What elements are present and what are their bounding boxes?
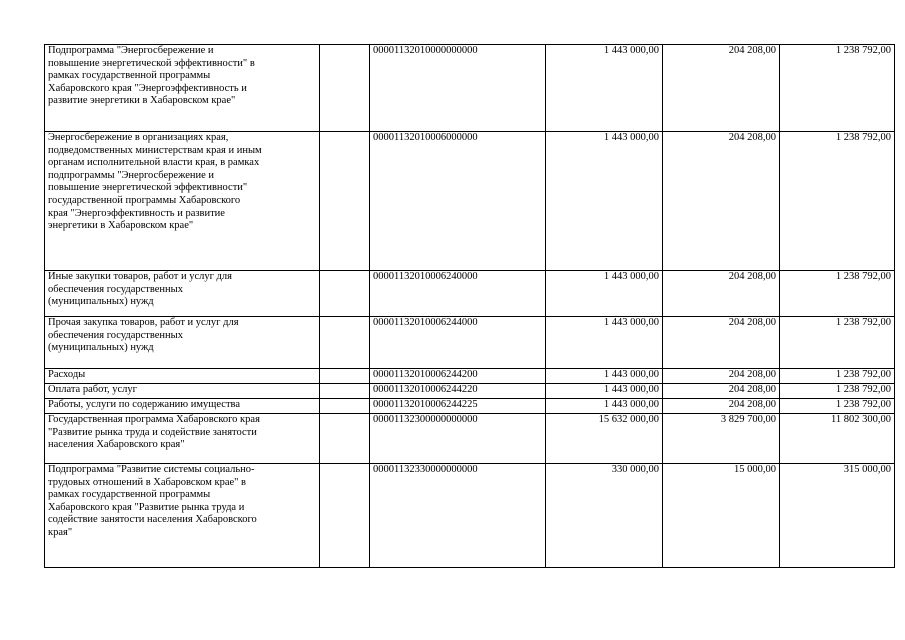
row-executed-amount: 204 208,00 — [663, 271, 780, 317]
row-code: 00001132010006240000 — [370, 271, 546, 317]
row-name: Расходы — [45, 369, 320, 384]
row-blank-cell — [320, 464, 370, 568]
row-name: Оплата работ, услуг — [45, 384, 320, 399]
row-blank-cell — [320, 369, 370, 384]
row-name: Подпрограмма "Развитие системы социально- трудовых отношений в Хабаровском крае" в рамках государственной программы Хабаровского края "Развитие рынка труда и содействие занятости населения Хабаровского края" — [45, 464, 320, 568]
row-remaining-amount: 11 802 300,00 — [780, 414, 895, 464]
row-blank-cell — [320, 317, 370, 369]
row-approved-amount: 1 443 000,00 — [546, 369, 663, 384]
row-blank-cell — [320, 271, 370, 317]
table-row — [45, 271, 895, 317]
row-blank-cell — [320, 399, 370, 414]
budget-table — [44, 44, 895, 568]
row-approved-amount: 1 443 000,00 — [546, 132, 663, 271]
row-executed-amount: 204 208,00 — [663, 369, 780, 384]
row-code: 00001132330000000000 — [370, 464, 546, 568]
row-remaining-amount: 1 238 792,00 — [780, 384, 895, 399]
row-executed-amount: 3 829 700,00 — [663, 414, 780, 464]
row-approved-amount: 1 443 000,00 — [546, 384, 663, 399]
row-name: Прочая закупка товаров, работ и услуг для обеспечения государственных (муниципальных) нужд — [45, 317, 320, 369]
row-code: 00001132010006000000 — [370, 132, 546, 271]
row-code: 00001132010006244225 — [370, 399, 546, 414]
row-name: Иные закупки товаров, работ и услуг для обеспечения государственных (муниципальных) нужд — [45, 271, 320, 317]
row-approved-amount: 1 443 000,00 — [546, 271, 663, 317]
row-blank-cell — [320, 132, 370, 271]
row-remaining-amount: 1 238 792,00 — [780, 399, 895, 414]
row-code: 00001132010000000000 — [370, 45, 546, 132]
row-name: Подпрограмма "Энергосбережение и повышение энергетической эффективности" в рамках государственной программы Хабаровского края "Энергоэффективность и развитие энергетики в Хабаровском крае" — [45, 45, 320, 132]
row-remaining-amount: 1 238 792,00 — [780, 271, 895, 317]
table-row — [45, 132, 895, 271]
table-row — [45, 317, 895, 369]
row-executed-amount: 204 208,00 — [663, 317, 780, 369]
row-remaining-amount: 315 000,00 — [780, 464, 895, 568]
row-approved-amount: 15 632 000,00 — [546, 414, 663, 464]
row-executed-amount: 204 208,00 — [663, 399, 780, 414]
row-code: 00001132300000000000 — [370, 414, 546, 464]
row-approved-amount: 1 443 000,00 — [546, 45, 663, 132]
row-remaining-amount: 1 238 792,00 — [780, 45, 895, 132]
table-row — [45, 414, 895, 464]
row-blank-cell — [320, 414, 370, 464]
table-row — [45, 45, 895, 132]
row-approved-amount: 1 443 000,00 — [546, 317, 663, 369]
row-blank-cell — [320, 384, 370, 399]
row-executed-amount: 204 208,00 — [663, 45, 780, 132]
row-remaining-amount: 1 238 792,00 — [780, 317, 895, 369]
row-approved-amount: 330 000,00 — [546, 464, 663, 568]
row-code: 00001132010006244220 — [370, 384, 546, 399]
table-row — [45, 464, 895, 568]
row-remaining-amount: 1 238 792,00 — [780, 369, 895, 384]
row-approved-amount: 1 443 000,00 — [546, 399, 663, 414]
row-executed-amount: 204 208,00 — [663, 132, 780, 271]
row-name: Государственная программа Хабаровского края "Развитие рынка труда и содействие занятости населения Хабаровского края" — [45, 414, 320, 464]
row-executed-amount: 15 000,00 — [663, 464, 780, 568]
row-code: 00001132010006244000 — [370, 317, 546, 369]
row-code: 00001132010006244200 — [370, 369, 546, 384]
row-executed-amount: 204 208,00 — [663, 384, 780, 399]
table-row — [45, 399, 895, 414]
table-row — [45, 384, 895, 399]
row-remaining-amount: 1 238 792,00 — [780, 132, 895, 271]
table-row — [45, 369, 895, 384]
row-name: Работы, услуги по содержанию имущества — [45, 399, 320, 414]
row-blank-cell — [320, 45, 370, 132]
row-name: Энергосбережение в организациях края, подведомственных министерствам края и иным органам исполнительной власти края, в рамках подпрограммы "Энергосбережение и повышение энергетической эффективности" государственной программы Хабаровского края "Энергоэффективность и развитие энергетики в Хабаровском крае" — [45, 132, 320, 271]
